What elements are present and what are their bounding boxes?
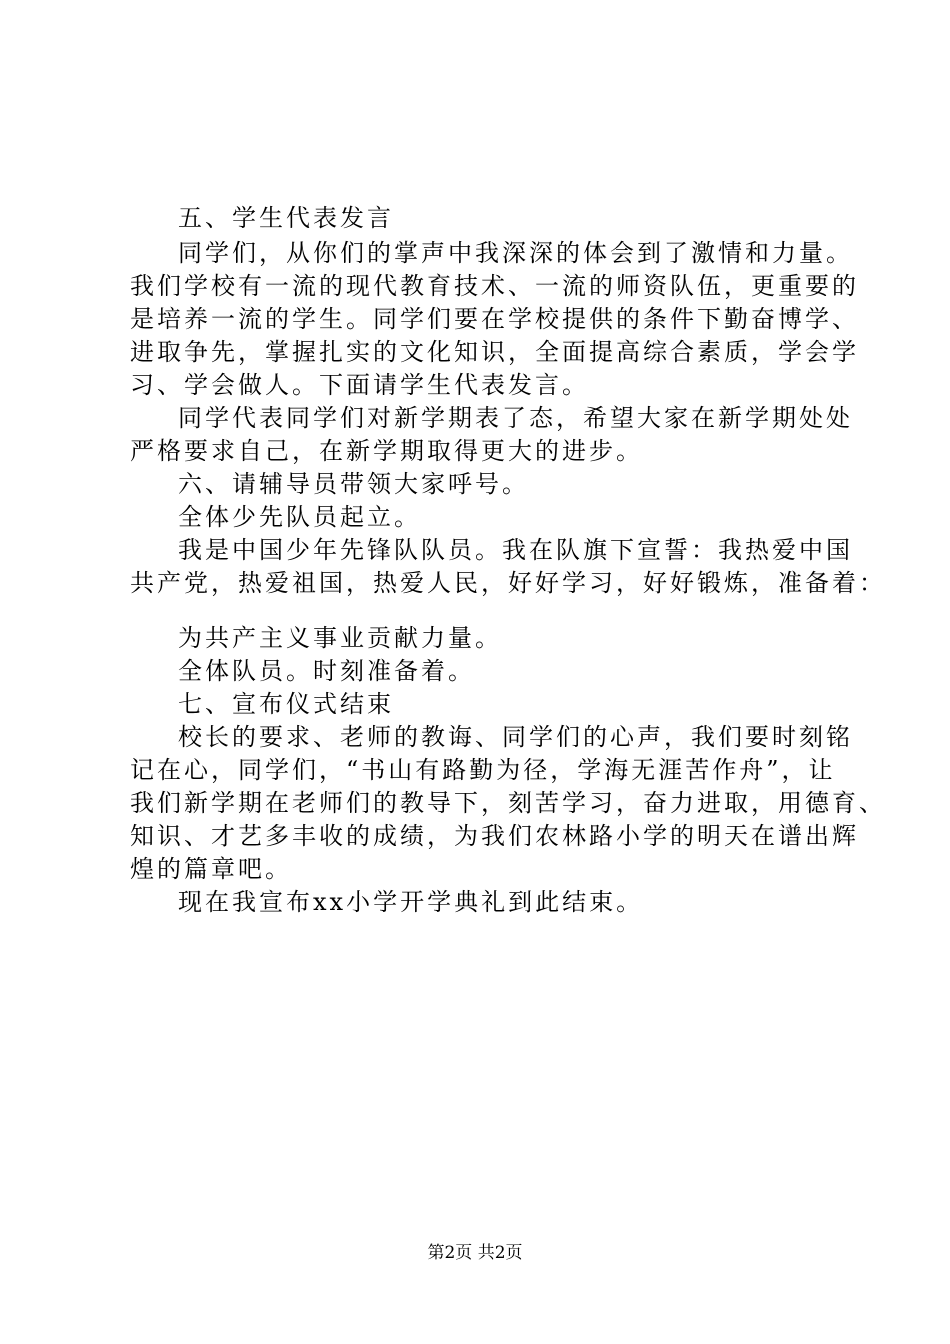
paragraph-line: 校长的要求、老师的教诲、同学们的心声，我们要时刻铭 xyxy=(178,723,853,751)
paragraph-line: 煌的篇章吧。 xyxy=(130,855,292,883)
paragraph-line: 同学代表同学们对新学期表了态，希望大家在新学期处处 xyxy=(178,404,853,432)
paragraph-line: 我们学校有一流的现代教育技术、一流的师资队伍，更重要的 xyxy=(130,272,859,300)
paragraph-line: 记在心，同学们，“书山有路勤为径，学海无涯苦作舟”，让 xyxy=(130,756,836,784)
paragraph-line: 全体队员。时刻准备着。 xyxy=(178,657,475,685)
paragraph-line: 同学们，从你们的掌声中我深深的体会到了激情和力量。 xyxy=(178,239,853,267)
section-heading-6: 六、请辅导员带领大家呼号。 xyxy=(178,470,529,498)
section-heading-7: 七、宣布仪式结束 xyxy=(178,690,394,718)
paragraph-line: 全体少先队员起立。 xyxy=(178,503,421,531)
paragraph-line: 现在我宣布xx小学开学典礼到此结束。 xyxy=(178,888,644,916)
section-heading-5: 五、学生代表发言 xyxy=(178,204,394,232)
paragraph-line: 严格要求自己，在新学期取得更大的进步。 xyxy=(130,437,643,465)
paragraph-line: 习、学会做人。下面请学生代表发言。 xyxy=(130,371,589,399)
paragraph-line: 为共产主义事业贡献力量。 xyxy=(178,624,502,652)
paragraph-line: 我是中国少年先锋队队员。我在队旗下宣誓：我热爱中国 xyxy=(178,536,853,564)
paragraph-line: 知识、才艺多丰收的成绩，为我们农林路小学的明天在谱出辉 xyxy=(130,822,859,850)
paragraph-line: 是培养一流的学生。同学们要在学校提供的条件下勤奋博学、 xyxy=(130,305,859,333)
paragraph-line: 共产党，热爱祖国，热爱人民，好好学习，好好锻炼，准备着： xyxy=(130,569,886,597)
paragraph-line: 我们新学期在老师们的教导下，刻苦学习，奋力进取，用德育、 xyxy=(130,789,886,817)
paragraph-line: 进取争先，掌握扎实的文化知识，全面提高综合素质，学会学 xyxy=(130,338,859,366)
page-footer: 第2页 共2页 xyxy=(427,1243,523,1263)
